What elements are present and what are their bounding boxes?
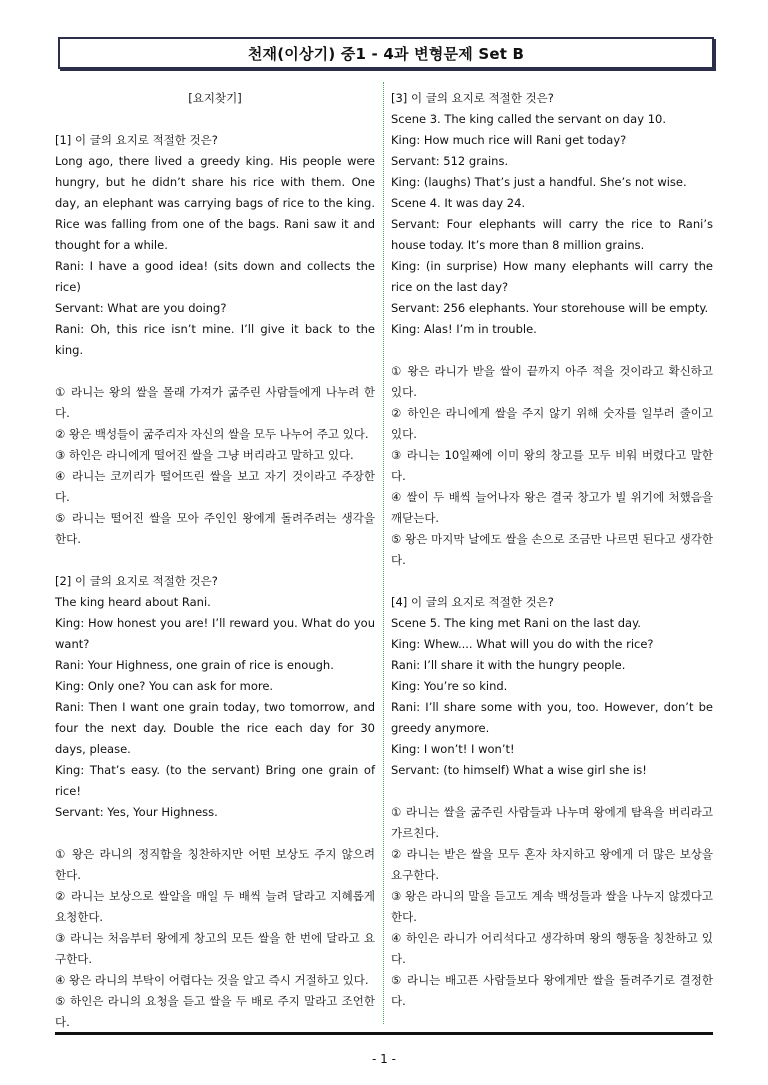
passage-line: King: (in surprise) How many elephants will carry the rice on the last day? <box>391 259 713 294</box>
passage-line: Servant: What are you doing? <box>55 301 227 315</box>
passage-line: Rani: Your Highness, one grain of rice is enough. <box>55 658 334 672</box>
passage-line: Servant: (to himself) What a wise girl she is! <box>391 763 647 777</box>
question-4 <box>391 592 713 1012</box>
section-title: [요지찾기] <box>188 91 242 105</box>
passage-line: Rani: I have a good idea! (sits down and collects the rice) <box>55 259 375 294</box>
question-1 <box>55 130 375 550</box>
passage-line: King: (laughs) That’s just a handful. She’s not wise. <box>391 175 687 189</box>
passage-line: Scene 3. The king called the servant on day 10. <box>391 112 666 126</box>
answer-option: ③ 라니는 처음부터 왕에게 창고의 모든 쌀을 한 번에 달라고 요구한다. <box>55 931 375 966</box>
answer-option: ④ 하인은 라니가 어리석다고 생각하며 왕의 행동을 칭찬하고 있다. <box>391 931 713 966</box>
answer-option: ③ 하인은 라니에게 떨어진 쌀을 그냥 버리라고 말하고 있다. <box>55 448 354 462</box>
answer-option: ② 하인은 라니에게 쌀을 주지 않기 위해 숫자를 일부러 줄이고 있다. <box>391 406 713 441</box>
answer-option: ⑤ 라니는 배고픈 사람들보다 왕에게만 쌀을 돌려주기로 결정한다. <box>391 973 713 1008</box>
passage-line: Scene 5. The king met Rani on the last day. <box>391 616 641 630</box>
answer-option: ② 왕은 백성들이 굶주리자 자신의 쌀을 모두 나누어 주고 있다. <box>55 427 369 441</box>
answer-option: ④ 왕은 라니의 부탁이 어렵다는 것을 알고 즉시 거절하고 있다. <box>55 973 369 987</box>
passage-line: Servant: 512 grains. <box>391 154 509 168</box>
passage-line: King: Only one? You can ask for more. <box>55 679 274 693</box>
passage-line: Scene 4. It was day 24. <box>391 196 526 210</box>
passage-line: King: Whew.... What will you do with the rice? <box>391 637 654 651</box>
passage-line: King: How much rice will Rani get today? <box>391 133 627 147</box>
passage-line: King: How honest you are! I’ll reward you. What do you want? <box>55 616 375 651</box>
answer-option: ⑤ 라니는 떨어진 쌀을 모아 주인인 왕에게 돌려주려는 생각을 한다. <box>55 511 375 546</box>
question-text: [3] 이 글의 요지로 적절한 것은? <box>391 91 554 105</box>
passage-line: Rani: I’ll share it with the hungry people. <box>391 658 626 672</box>
answer-option: ① 왕은 라니가 받을 쌀이 끝까지 아주 적을 것이라고 확신하고 있다. <box>391 364 713 399</box>
passage-line: Rani: I’ll share some with you, too. However, don’t be greedy anymore. <box>391 700 713 735</box>
left-column <box>55 88 375 1033</box>
question-2 <box>55 571 375 1033</box>
answer-option: ⑤ 왕은 마지막 날에도 쌀을 손으로 조금만 나르면 된다고 생각한다. <box>391 532 713 567</box>
passage-line: Servant: Yes, Your Highness. <box>55 805 218 819</box>
passage-line: King: I won’t! I won’t! <box>391 742 515 756</box>
passage-line: Rani: Then I want one grain today, two tomorrow, and four the next day. Double the rice each day for 30 days, please. <box>55 700 375 756</box>
answer-option: ① 라니는 왕의 쌀을 몰래 가져가 굶주린 사람들에게 나누려 한다. <box>55 385 375 420</box>
passage-line: Long ago, there lived a greedy king. His people were hungry, but he didn’t share his rice with them. One day, an elephant was carrying bags of rice to the king. Rice was falling from one of the bags. Rani saw it and thought for a while. <box>55 154 375 252</box>
passage-line: Servant: 256 elephants. Your storehouse will be empty. <box>391 301 709 315</box>
answer-option: ⑤ 하인은 라니의 요청을 듣고 쌀을 두 배로 주지 말라고 조언한다. <box>55 994 375 1029</box>
answer-option: ③ 라니는 10일째에 이미 왕의 창고를 모두 비워 버렸다고 말한다. <box>391 448 713 483</box>
passage-line: King: Alas! I’m in trouble. <box>391 322 537 336</box>
passage-line: King: That’s easy. (to the servant) Bring one grain of rice! <box>55 763 375 798</box>
right-column <box>391 88 713 1012</box>
question-3 <box>391 88 713 571</box>
answer-option: ② 라니는 보상으로 쌀알을 매일 두 배씩 늘려 달라고 지혜롭게 요청한다. <box>55 889 375 924</box>
question-text: [2] 이 글의 요지로 적절한 것은? <box>55 574 218 588</box>
answer-option: ④ 라니는 코끼리가 떨어뜨린 쌀을 보고 자기 것이라고 주장한다. <box>55 469 375 504</box>
column-divider <box>383 82 384 1024</box>
passage-line: King: You’re so kind. <box>391 679 508 693</box>
bottom-rule <box>55 1032 713 1035</box>
passage-line: The king heard about Rani. <box>55 595 211 609</box>
answer-option: ② 라니는 받은 쌀을 모두 혼자 차지하고 왕에게 더 많은 보상을 요구한다. <box>391 847 713 882</box>
question-text: [4] 이 글의 요지로 적절한 것은? <box>391 595 554 609</box>
answer-option: ① 왕은 라니의 정직함을 칭찬하지만 어떤 보상도 주지 않으려 한다. <box>55 847 375 882</box>
passage-line: Rani: Oh, this rice isn’t mine. I’ll give it back to the king. <box>55 322 375 357</box>
page-title: 천재(이상기) 중1 - 4과 변형문제 Set B <box>58 37 714 69</box>
page-number: - 1 - <box>372 1052 396 1066</box>
question-text: [1] 이 글의 요지로 적절한 것은? <box>55 133 218 147</box>
answer-option: ④ 쌀이 두 배씩 늘어나자 왕은 결국 창고가 빌 위기에 처했음을 깨닫는다. <box>391 490 713 525</box>
answer-option: ① 라니는 쌀을 굶주린 사람들과 나누며 왕에게 탐욕을 버리라고 가르친다. <box>391 805 713 840</box>
passage-line: Servant: Four elephants will carry the rice to Rani’s house today. It’s more than 8 million grains. <box>391 217 713 252</box>
answer-option: ③ 왕은 라니의 말을 듣고도 계속 백성들과 쌀을 나누지 않겠다고 한다. <box>391 889 713 924</box>
